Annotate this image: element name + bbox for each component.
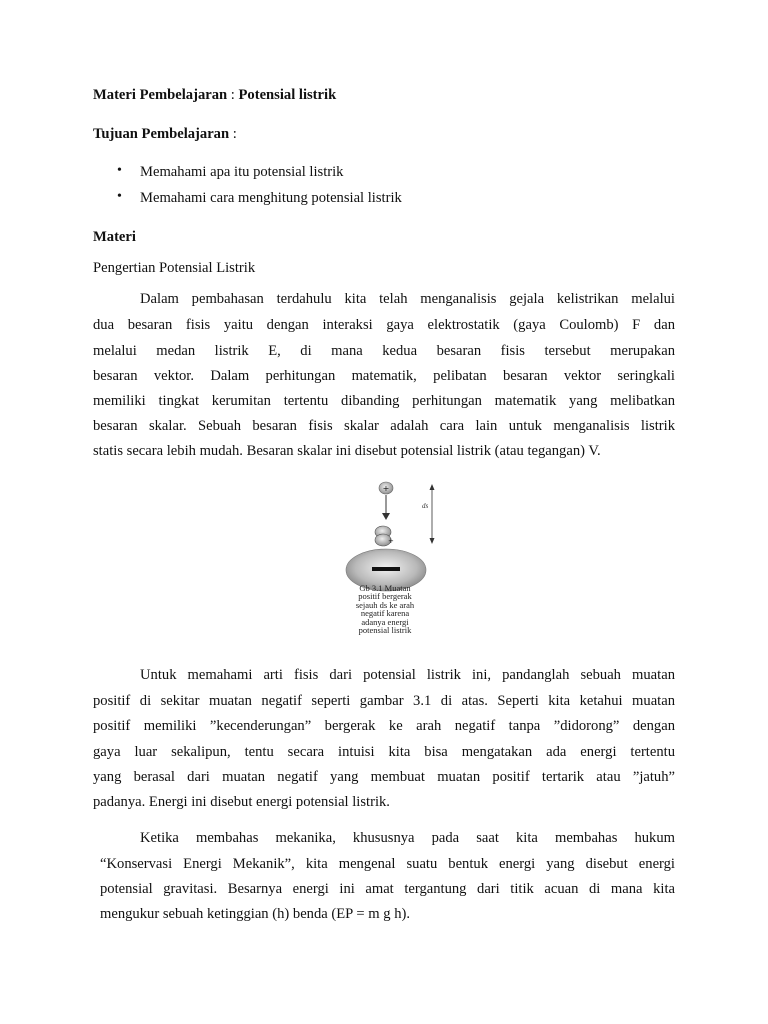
paragraph1-line: dua besaran fisis yaitu dengan interaksi gaya elektrostatik (gaya Coulomb) F dan [93,317,675,333]
paragraph2-line: Untuk memahami arti fisis dari potensial listrik ini, pandanglah sebuah muatan [140,667,675,683]
paragraph1-line: Dalam pembahasan terdahulu kita telah menganalisis gejala kelistrikan melalui [140,291,675,307]
tujuan-label: Tujuan Pembelajaran [93,126,230,142]
paragraph3-line: “Konservasi Energi Mekanik”, kita mengenal suatu bentuk energi yang disebut energi [100,856,675,872]
caption-line: sejauh ds ke arah [355,599,415,610]
paragraph3-line: Ketika membahas mekanika, khususnya pada saat kita membahas hukum [140,830,675,846]
paragraph2-line: positif di sekitar muatan negatif seperti gambar 3.1 di atas. Seperti kita ketahui muatan [93,693,675,709]
caption-line: Gb 3.1 Muatan [359,583,411,593]
materi-title: Potensial listrik [238,87,337,103]
paragraph2-line: yang berasal dari muatan negatif yang membuat muatan positif tertarik atau ”jatuh” [93,769,675,785]
paragraph2-line: gaya luar sekalipun, tentu secara intuisi kita bisa mengatakan ada energi tertentu [93,744,675,760]
tujuan-line [93,125,237,143]
caption-line: potensial listrik [358,625,412,636]
caption-line: negatif karena [360,608,410,619]
tujuan-separator: : [229,126,237,142]
paragraph1-line: memiliki tingkat kerumitan tertentu dibanding perhitungan matematik yang melibatkan [93,393,675,409]
caption-line: adanya energi [361,616,409,627]
figure-caption [335,584,435,634]
materi-label: Materi Pembelajaran [93,87,228,103]
paragraph1-line: melalui medan listrik E, di mana kedua besaran fisis tersebut merupakan [93,343,675,359]
objective-item: Memahami cara menghitung potensial listrik [140,190,402,206]
paragraph2-line: padanya. Energi ini disebut energi potensial listrik. [93,794,390,810]
objective-item: Memahami apa itu potensial listrik [140,164,344,180]
materi-separator: : [227,87,239,103]
paragraph3-line: potensial gravitasi. Besarnya energi ini amat tergantung dari titik acuan di mana kita [100,881,675,897]
plus-sign-bottom: + [388,537,394,545]
bullet-dot: • [117,189,122,204]
paragraph2-line: positif memiliki ”kecenderungan” bergerak ke arah negatif tanpa ”didorong” dengan [93,718,675,734]
paragraph3-line: mengukur sebuah ketinggian (h) benda (EP = m g h). [100,906,411,922]
bullet-dot: • [117,163,122,178]
paragraph1-line: besaran skalar. Sebuah besaran fisis skalar adalah cara lain untuk menganalisis listrik [93,418,675,434]
paragraph1-line: statis secara lebih mudah. Besaran skalar ini disebut potensial listrik (atau tegangan) V. [93,443,601,459]
caption-line: positif bergerak [358,591,412,602]
paragraph1-line: besaran vektor. Dalam perhitungan matematik, pelibatan besaran vektor seringkali [93,368,675,384]
ds-label: ds [422,502,429,510]
materi-line [93,86,336,104]
section-subheading: Pengertian Potensial Listrik [93,260,256,276]
plus-sign-top: + [382,484,390,493]
section-heading: Materi [93,229,136,245]
